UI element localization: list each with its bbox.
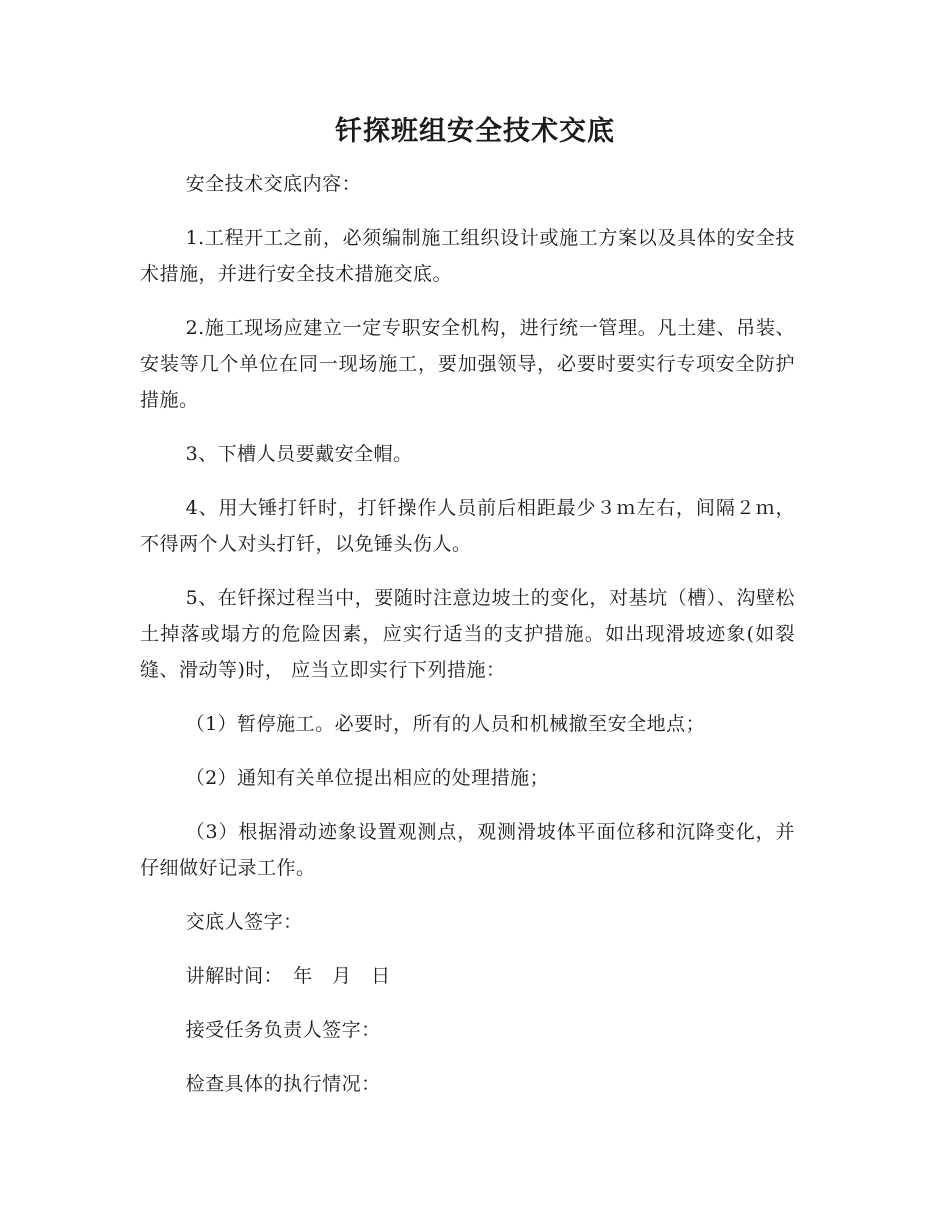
item-3: 3、下槽人员要戴安全帽。 [185,443,413,465]
explain-time-field: 讲解时间： 年 月 日 [185,965,391,987]
item-4: 4、用大锤打钎时，打钎操作人员前后相距最少３ｍ左右，间隔２ｍ，不得两个人对头打钎，以免锤头伤人。 [140,497,795,555]
item-2: 2.施工现场应建立一定专职安全机构，进行统一管理。凡土建、吊装、安装等几个单位在同一现场施工，要加强领导，必要时要实行专项安全防护措施。 [140,317,795,411]
document-title: 钎探班组安全技术交底 [335,116,615,147]
item-1: 1.工程开工之前，必须编制施工组织设计或施工方案以及具体的安全技术措施，并进行安全技术措施交底。 [140,227,795,285]
intro-line: 安全技术交底内容： [185,173,362,195]
document-body [140,166,795,1120]
receiver-signature-field: 接受任务负责人签字： [185,1019,381,1041]
sub-item-3: （3）根据滑动迹象设置观测点，观测滑坡体平面位移和沉降变化，并仔细做好记录工作。 [140,821,795,879]
sub-item-2: （2）通知有关单位提出相应的处理措施； [185,767,550,789]
inspection-field: 检查具体的执行情况： [185,1073,381,1095]
sub-item-1: （1）暂停施工。必要时，所有的人员和机械撤至安全地点； [185,713,706,735]
item-5: 5、在钎探过程当中，要随时注意边坡土的变化，对基坑（槽）、沟壁松土掉落或塌方的危险因素，应实行适当的支护措施。如出现滑坡迹象(如裂缝、滑动等)时， 应当立即实行下列措施： [140,587,795,681]
signer-field: 交底人签字： [185,911,303,933]
